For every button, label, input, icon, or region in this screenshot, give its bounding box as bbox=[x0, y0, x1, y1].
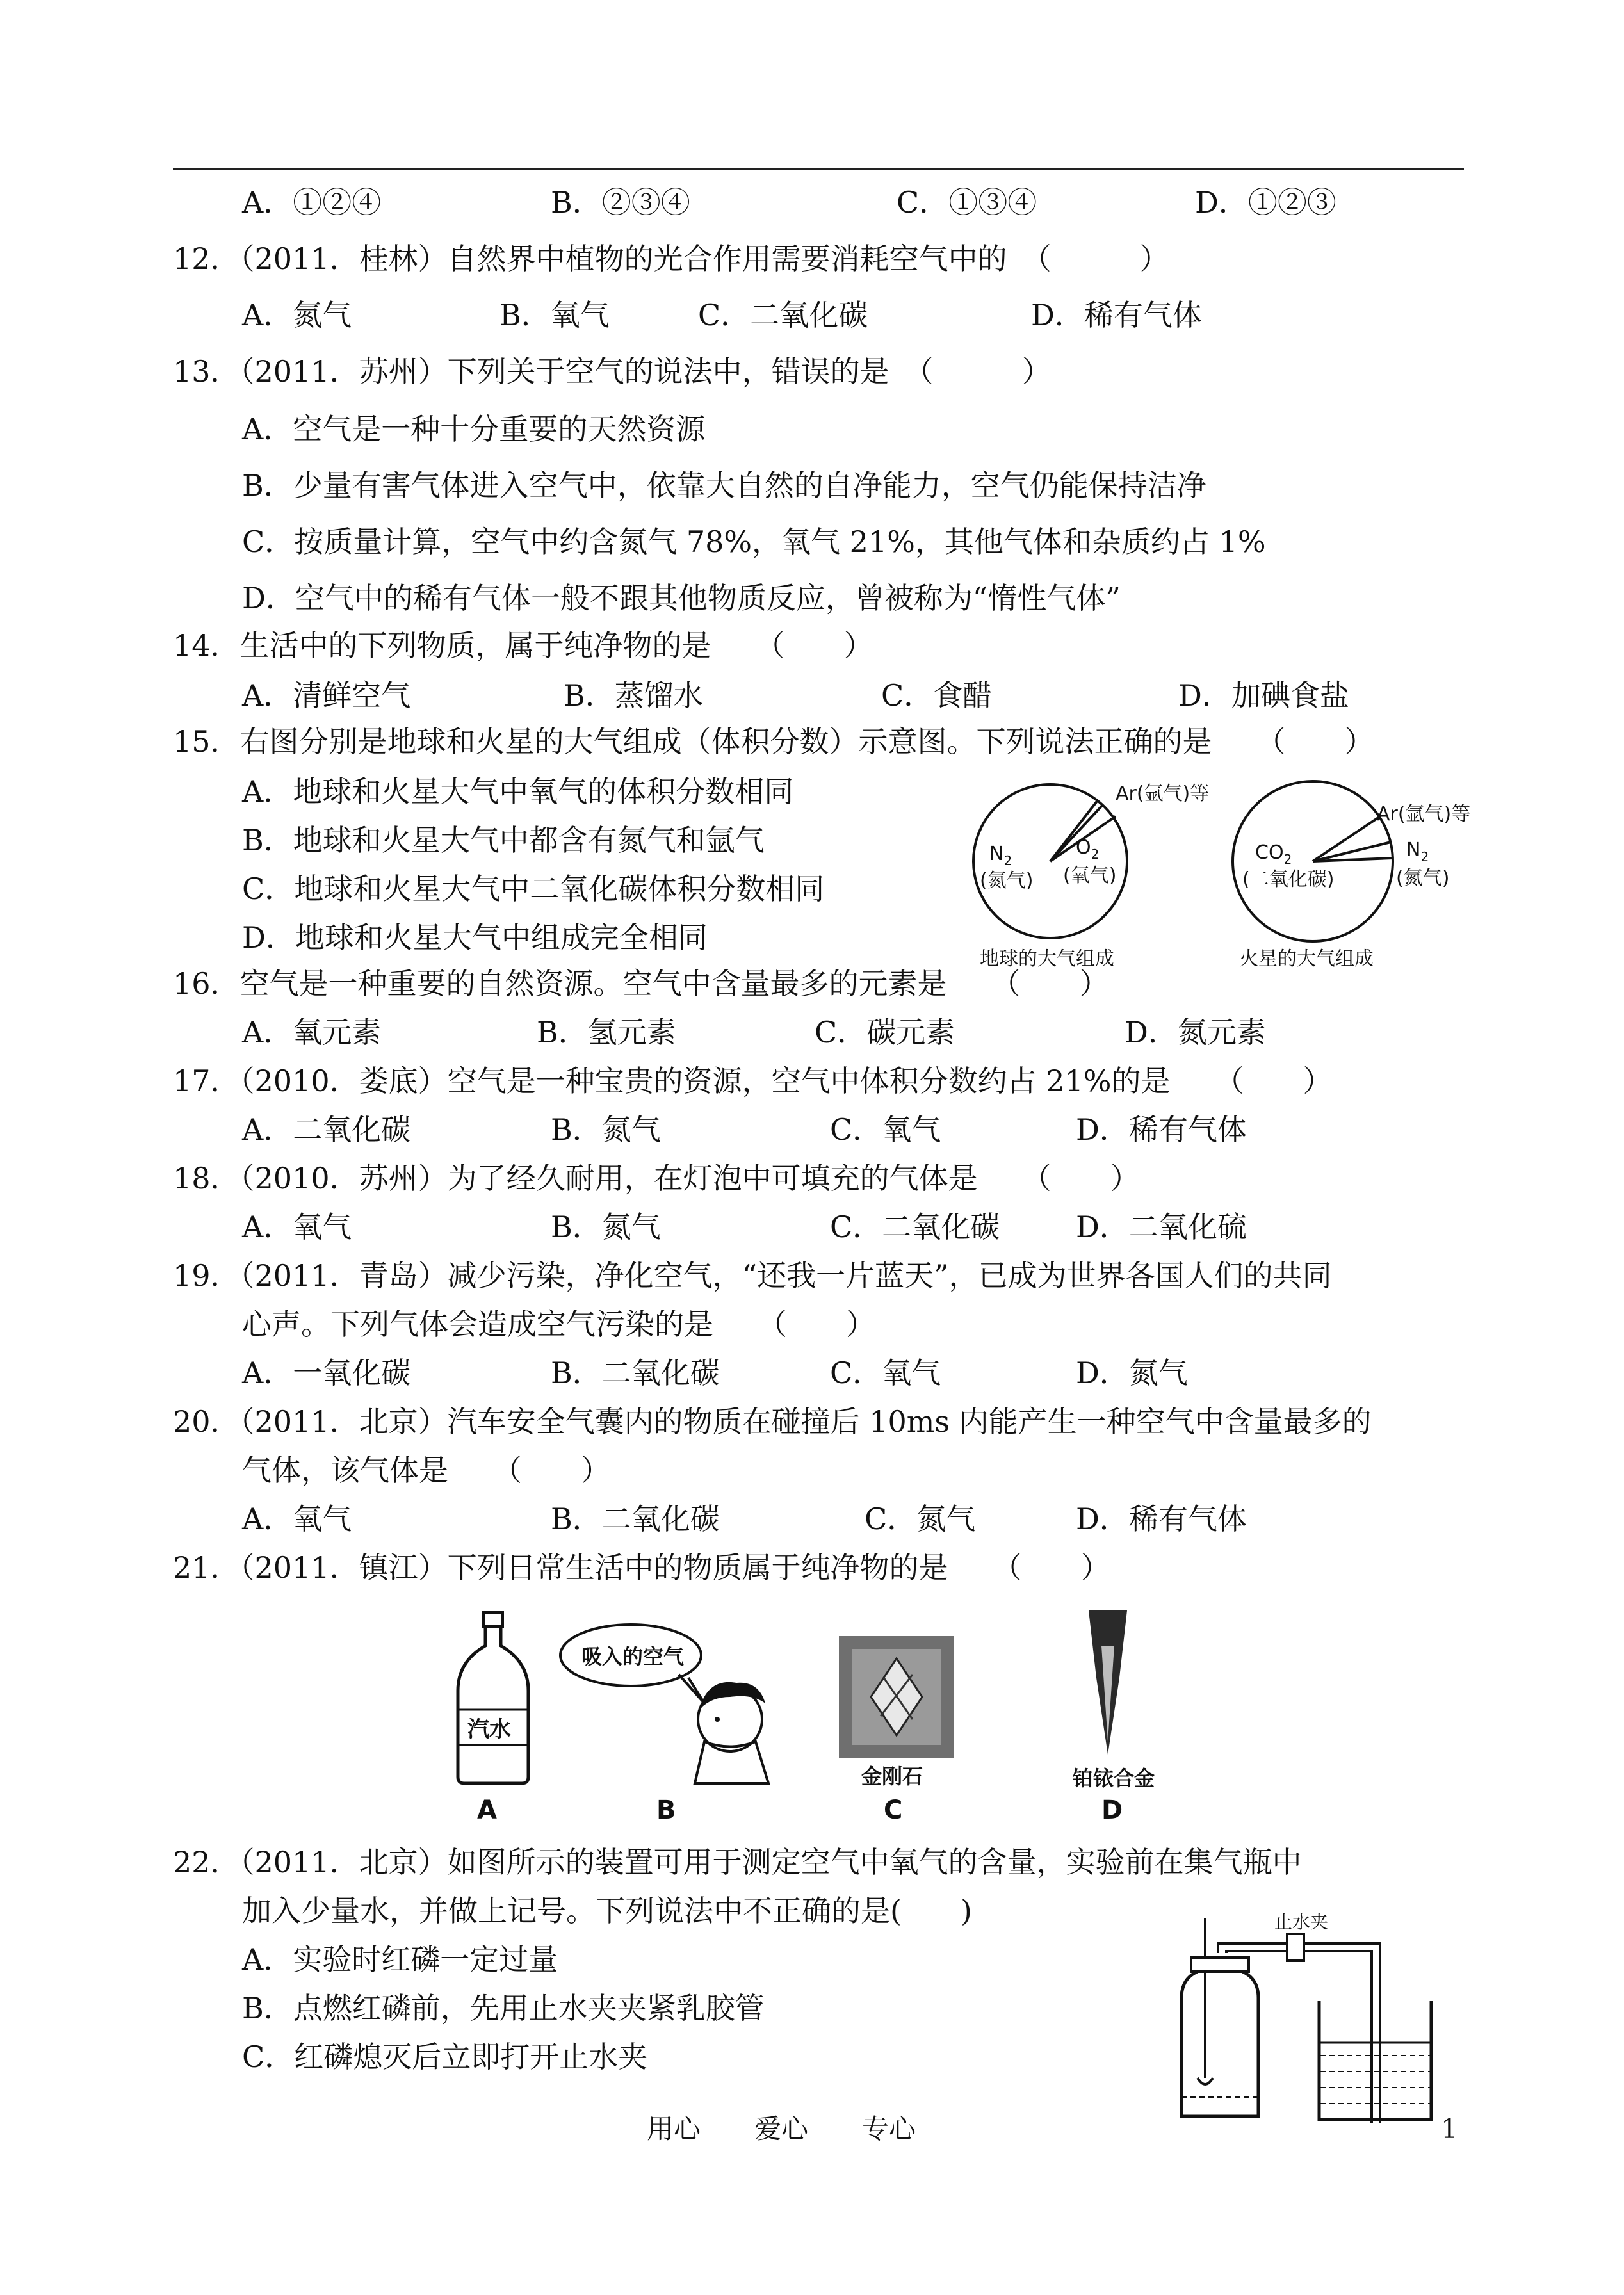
q21-stem: 21．（2011．镇江）下列日常生活中的物质属于纯净物的是 （ ） bbox=[173, 1550, 1110, 1585]
q15-option-c: C．地球和火星大气中二氧化碳体积分数相同 bbox=[242, 872, 825, 906]
mars-co2-name: (二氧化碳) bbox=[1242, 868, 1335, 891]
oxygen-apparatus-diagram bbox=[1178, 1905, 1447, 2136]
q19-option-b: B．二氧化碳 bbox=[551, 1356, 720, 1390]
q20-option-c: C．氮气 bbox=[865, 1502, 976, 1536]
clamp-label: 止水夹 bbox=[1274, 1911, 1329, 1933]
earth-o2-name: (氧气) bbox=[1063, 864, 1117, 887]
q18-stem: 18．（2010．苏州）为了经久耐用，在灯泡中可填充的气体是 （ ） bbox=[173, 1161, 1140, 1196]
q20-stem-line1: 20．（2011．北京）汽车安全气囊内的物质在碰撞后 10ms 内能产生一种空气中含量最多的 bbox=[173, 1404, 1372, 1439]
option-letter-d: D bbox=[1101, 1796, 1123, 1825]
page-number: 1 bbox=[1441, 2113, 1458, 2145]
q17-option-a: A．二氧化碳 bbox=[242, 1112, 411, 1147]
mars-n2-name: (氮气) bbox=[1396, 867, 1450, 889]
q20-option-d: D．稀有气体 bbox=[1076, 1502, 1247, 1536]
pen-nib-image bbox=[1073, 1610, 1155, 1790]
mars-n2-label: $N_2$ bbox=[1406, 839, 1429, 864]
soda-bottle-image bbox=[458, 1612, 528, 1783]
q11-option-b: B．②③④ bbox=[551, 185, 690, 220]
diamond-label: 金刚石 bbox=[861, 1764, 923, 1788]
q22-stem-line2: 加入少量水，并做上记号。下列说法中不正确的是( ) bbox=[242, 1894, 972, 1928]
option-letter-c: C bbox=[884, 1796, 903, 1825]
option-letter-a: A bbox=[477, 1796, 497, 1825]
q21-options-figure bbox=[435, 1607, 1204, 1831]
q18-option-c: C．二氧化碳 bbox=[830, 1210, 1000, 1244]
pen-label: 铂铱合金 bbox=[1073, 1766, 1155, 1790]
header-rule bbox=[173, 168, 1464, 170]
q22-option-b: B．点燃红磷前，先用止水夹夹紧乳胶管 bbox=[242, 1991, 765, 2025]
speech-bubble-text: 吸入的空气 bbox=[581, 1644, 685, 1669]
q13-option-a: A．空气是一种十分重要的天然资源 bbox=[242, 412, 706, 446]
q13-option-b: B．少量有害气体进入空气中，依靠大自然的自净能力，空气仍能保持洁净 bbox=[242, 468, 1206, 503]
q22-stem-line1: 22．（2011．北京）如图所示的装置可用于测定空气中氧气的含量，实验前在集气瓶中 bbox=[173, 1845, 1302, 1879]
q14-option-a: A．清鲜空气 bbox=[242, 678, 411, 713]
q17-option-c: C．氧气 bbox=[830, 1112, 941, 1147]
q16-option-c: C．碳元素 bbox=[815, 1015, 955, 1050]
q20-option-b: B．二氧化碳 bbox=[551, 1502, 720, 1536]
q18-option-d: D．二氧化硫 bbox=[1076, 1210, 1247, 1244]
q14-stem: 14．生活中的下列物质，属于纯净物的是 （ ） bbox=[173, 628, 873, 663]
q13-stem: 13．（2011．苏州）下列关于空气的说法中，错误的是 （ ） bbox=[173, 354, 1052, 389]
earth-ar-label: Ar(氩气)等 bbox=[1116, 783, 1210, 805]
earth-caption: 地球的大气组成 bbox=[980, 948, 1114, 970]
q15-option-b: B．地球和火星大气中都含有氮气和氩气 bbox=[242, 823, 765, 857]
option-letter-b: B bbox=[656, 1796, 676, 1825]
q15-option-d: D．地球和火星大气中组成完全相同 bbox=[242, 920, 708, 955]
q17-option-b: B．氮气 bbox=[551, 1112, 661, 1147]
earth-pie bbox=[973, 783, 1209, 970]
atmosphere-diagram bbox=[954, 772, 1505, 983]
boy-breathing-image bbox=[560, 1625, 768, 1783]
q16-option-b: B．氢元素 bbox=[537, 1015, 676, 1050]
bottle-label: 汽水 bbox=[467, 1717, 511, 1742]
q16-option-a: A．氧元素 bbox=[242, 1015, 382, 1050]
q12-option-b: B．氧气 bbox=[499, 298, 610, 332]
mars-ar-label: Ar(氩气)等 bbox=[1377, 803, 1471, 825]
q12-option-a: A．氮气 bbox=[242, 298, 352, 332]
q17-stem: 17．（2010．娄底）空气是一种宝贵的资源，空气中体积分数约占 21%的是 （ ） bbox=[173, 1064, 1333, 1098]
mars-co2-label: $CO_2$ bbox=[1255, 841, 1292, 867]
q15-stem: 15．右图分别是地球和火星的大气组成（体积分数）示意图。下列说法正确的是 （ ） bbox=[173, 724, 1374, 759]
earth-o2-label: $O_2$ bbox=[1076, 836, 1100, 862]
q19-option-a: A．一氧化碳 bbox=[242, 1356, 411, 1390]
mars-caption: 火星的大气组成 bbox=[1239, 948, 1374, 970]
q22-option-a: A．实验时红磷一定过量 bbox=[242, 1942, 558, 1977]
q19-option-d: D．氮气 bbox=[1076, 1356, 1188, 1390]
footer-motto: 用心 爱心 专心 bbox=[647, 2113, 916, 2145]
earth-n2-label: $N_2$ bbox=[989, 843, 1012, 868]
q15-option-a: A．地球和火星大气中氧气的体积分数相同 bbox=[242, 774, 794, 809]
diamond-photo bbox=[839, 1636, 954, 1788]
q22-option-c: C．红磷熄灭后立即打开止水夹 bbox=[242, 2040, 648, 2074]
q20-stem-line2: 气体，该气体是 （ ） bbox=[242, 1453, 610, 1488]
q11-option-d: D．①②③ bbox=[1195, 185, 1336, 220]
q16-option-d: D．氮元素 bbox=[1125, 1015, 1266, 1050]
q18-option-b: B．氮气 bbox=[551, 1210, 661, 1244]
q14-option-c: C．食醋 bbox=[881, 678, 993, 713]
q12-option-d: D．稀有气体 bbox=[1031, 298, 1202, 332]
q19-option-c: C．氧气 bbox=[830, 1356, 941, 1390]
mars-pie bbox=[1233, 781, 1470, 970]
earth-n2-name: (氮气) bbox=[980, 870, 1034, 892]
q14-option-b: B．蒸馏水 bbox=[564, 678, 703, 713]
q11-option-a: A．①②④ bbox=[242, 185, 382, 220]
q13-option-d: D．空气中的稀有气体一般不跟其他物质反应，曾被称为“惰性气体” bbox=[242, 581, 1121, 615]
q12-stem: 12．（2011．桂林）自然界中植物的光合作用需要消耗空气中的 （ ） bbox=[173, 241, 1169, 276]
q16-stem: 16．空气是一种重要的自然资源。空气中含量最多的元素是 （ ） bbox=[173, 966, 1109, 1001]
q18-option-a: A．氧气 bbox=[242, 1210, 352, 1244]
q12-option-c: C．二氧化碳 bbox=[698, 298, 868, 332]
q17-option-d: D．稀有气体 bbox=[1076, 1112, 1247, 1147]
q14-option-d: D．加碘食盐 bbox=[1178, 678, 1349, 713]
q19-stem-line2: 心声。下列气体会造成空气污染的是 （ ） bbox=[242, 1307, 875, 1342]
q20-option-a: A．氧气 bbox=[242, 1502, 352, 1536]
q13-option-c: C．按质量计算，空气中约含氮气 78%，氧气 21%，其他气体和杂质约占 1% bbox=[242, 524, 1266, 559]
q11-option-c: C．①③④ bbox=[897, 185, 1037, 220]
q19-stem-line1: 19．（2011．青岛）减少污染，净化空气，“还我一片蓝天”，已成为世界各国人们的共同 bbox=[173, 1258, 1332, 1293]
